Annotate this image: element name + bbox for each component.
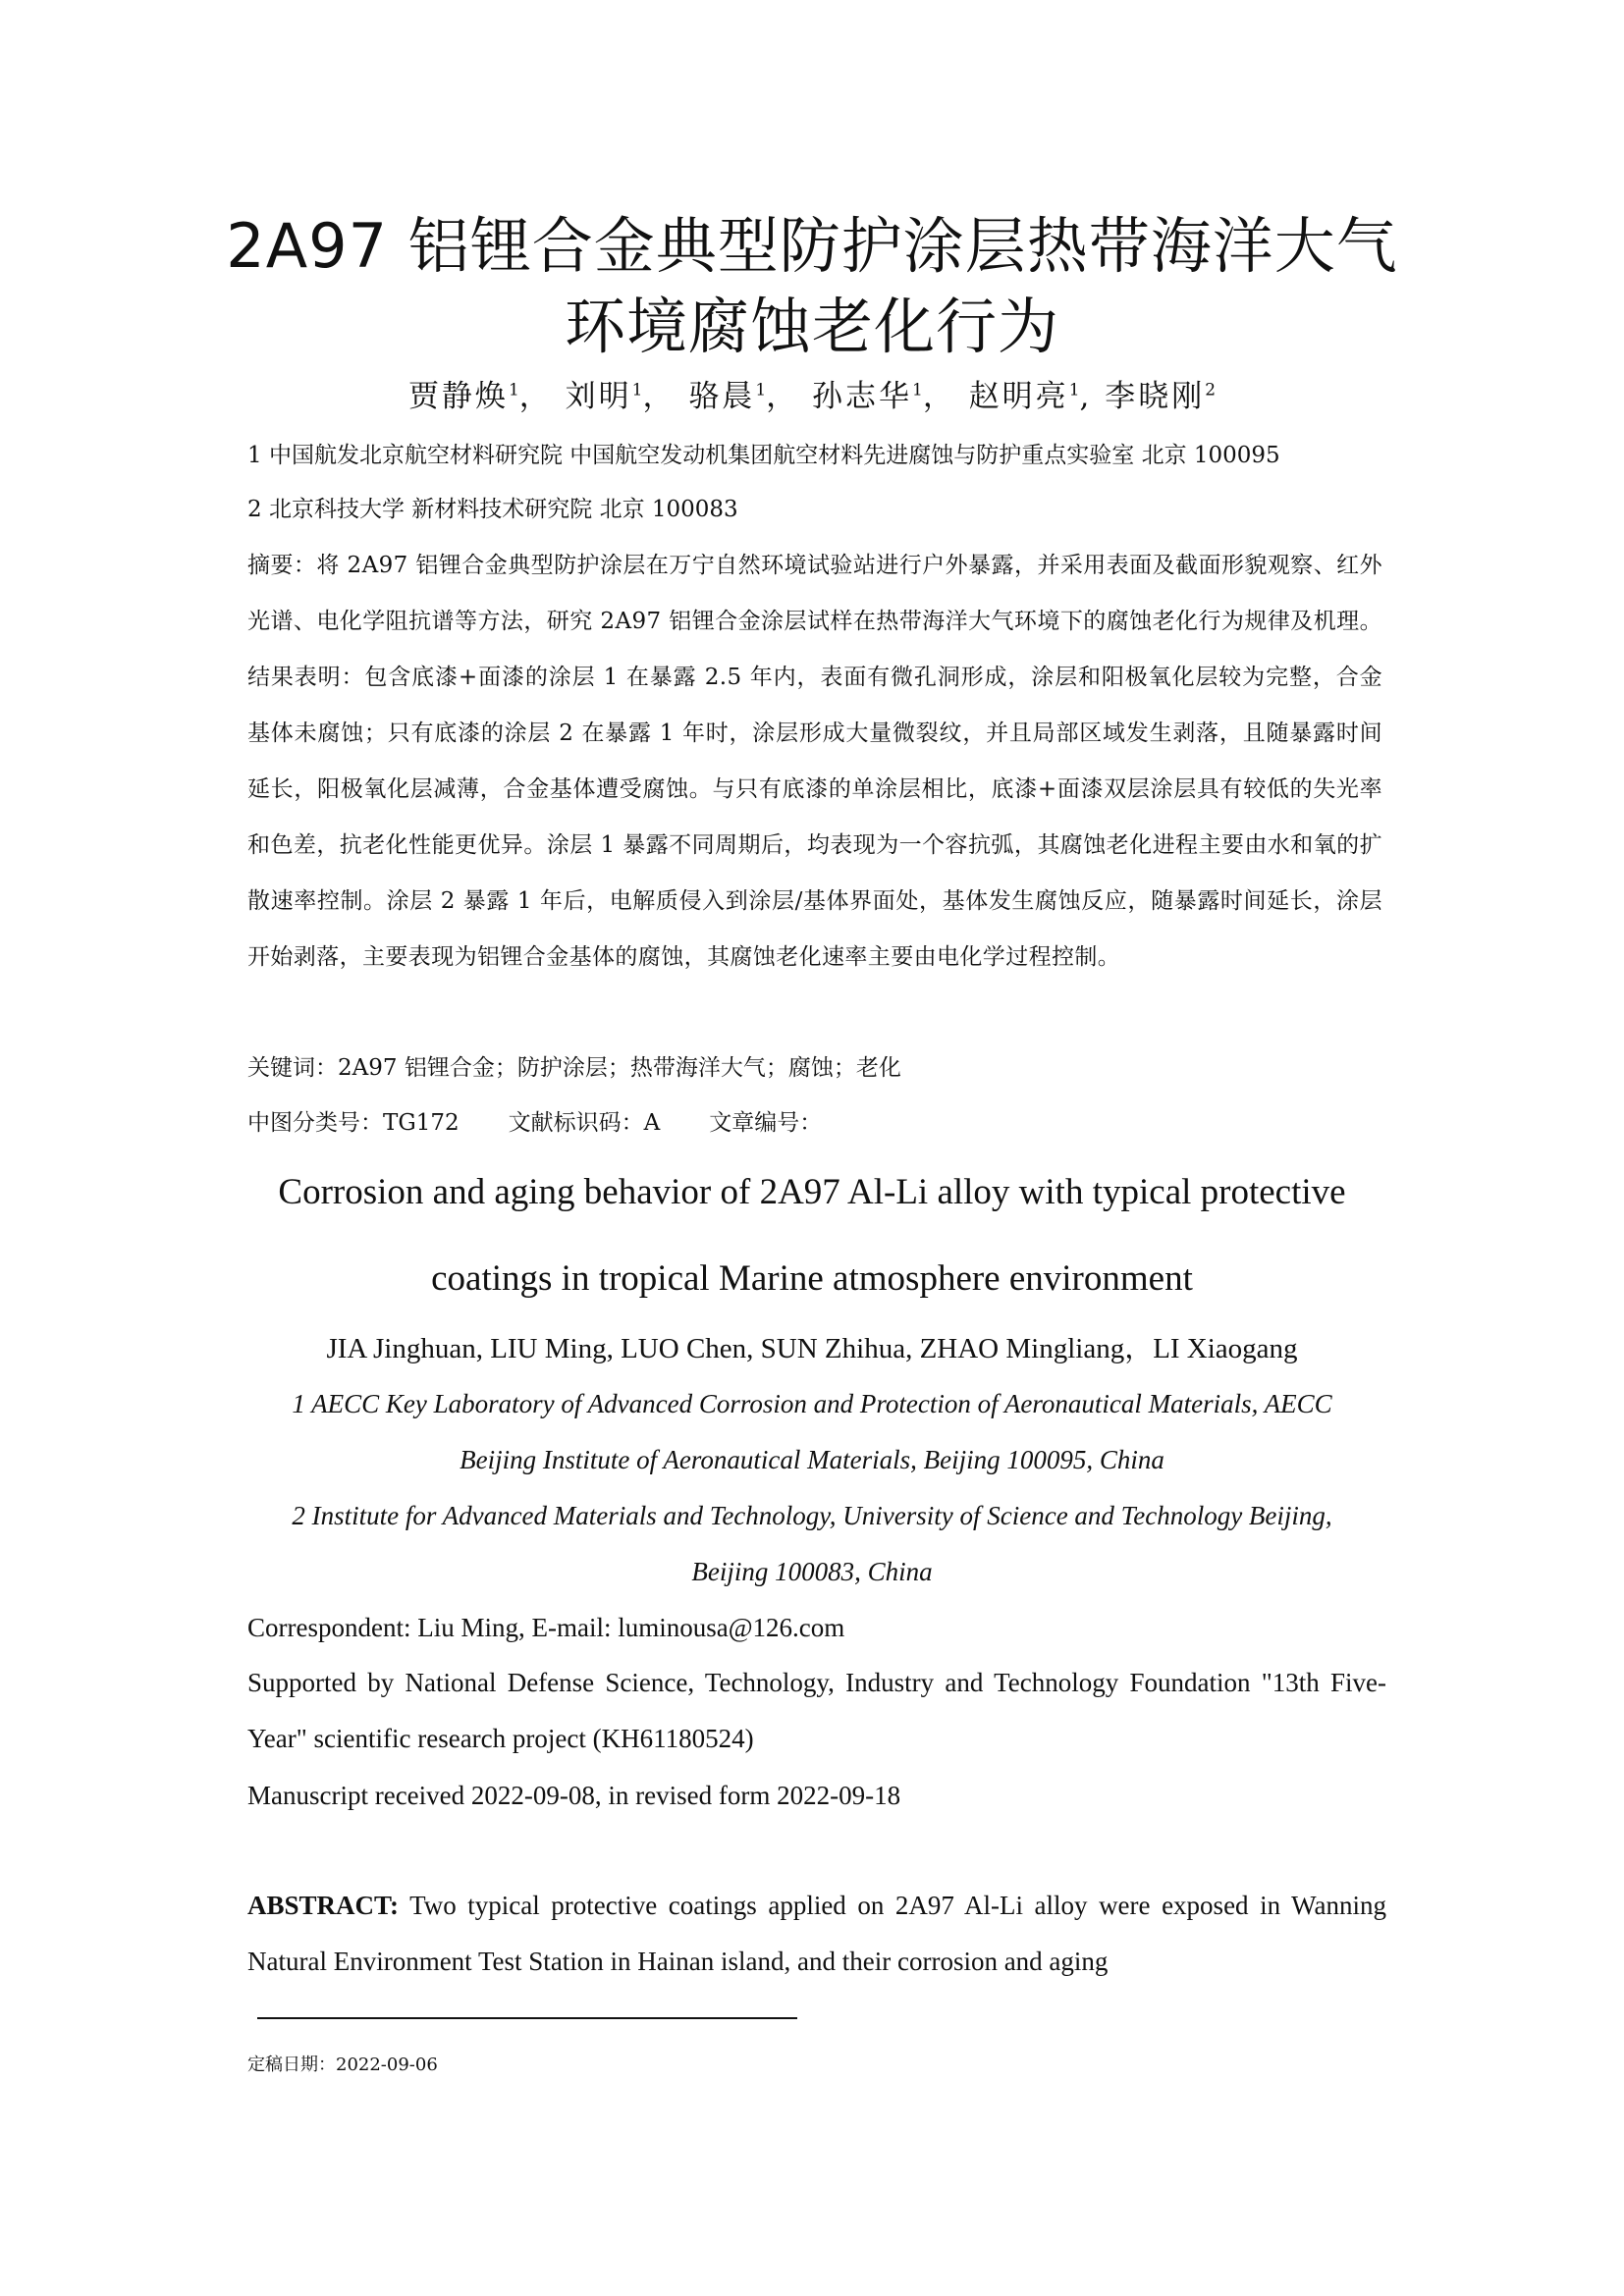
correspondent: Correspondent: Liu Ming, E-mail: luminousa@126.com [247, 1613, 845, 1642]
supported-by: Supported by National Defense Science, Technology, Industry and Technology Foundation "13th Five-Year" scientific research project (KH61180524) [247, 1668, 1386, 1753]
article-number: 文章编号： [709, 1110, 823, 1136]
paper-title-en-line-2: coatings in tropical Marine atmosphere environment [431, 1258, 1193, 1299]
paper-title-cn-line-1: 2A97 铝锂合金典型防护涂层热带海洋大气 [226, 210, 1398, 282]
author-cn: 贾静焕$^1$， [407, 379, 553, 415]
clc-number: 中图分类号：TG172 [247, 1110, 460, 1136]
authors-cn [196, 371, 1428, 416]
paper-title-cn-line-2: 环境腐蚀老化行为 [564, 291, 1059, 362]
author-cn: 李晓刚$^2$ [1105, 379, 1217, 415]
abstract-cn [247, 538, 1382, 986]
author-cn: 孙志华$^1$， [812, 379, 956, 415]
affiliation-cn-1: 1 中国航发北京航空材料研究院 中国航空发动机集团航空材料先进腐蚀与防护重点实验室 北京 100095 [247, 443, 1280, 468]
keywords-cn: 关键词：2A97 铝锂合金；防护涂层；热带海洋大气；腐蚀；老化 [247, 1055, 901, 1081]
author-cn: 骆晨$^1$， [688, 379, 800, 415]
footnote-finalized-date: 定稿日期：2022-09-06 [247, 2055, 438, 2075]
abstract-cn-label: 摘要： [247, 553, 317, 578]
affiliation-en-2-line-2: Beijing 100083, China [691, 1557, 933, 1586]
author-cn: 刘明$^1$， [565, 379, 677, 415]
abstract-en-text: Two typical protective coatings applied on 2A97 Al-Li alloy were exposed in Wanning Natural Environment Test Station in Hainan island, and their corrosion and aging [247, 1891, 1386, 1976]
affiliation-en-1-line-2: Beijing Institute of Aeronautical Materials, Beijing 100095, China [460, 1445, 1164, 1474]
affiliation-cn-2: 2 北京科技大学 新材料技术研究院 北京 100083 [247, 497, 738, 522]
abstract-en [247, 1878, 1386, 1990]
authors-en: JIA Jinghuan, LIU Ming, LUO Chen, SUN Zhihua, ZHAO Mingliang，LI Xiaogang [326, 1333, 1298, 1364]
manuscript-dates: Manuscript received 2022-09-08, in revised form 2022-09-18 [247, 1781, 901, 1810]
footnote-divider [257, 2017, 797, 2019]
abstract-en-label: ABSTRACT: [247, 1891, 400, 1920]
author-cn: 赵明亮$^1$, [968, 379, 1093, 415]
abstract-cn-text: 将 2A97 铝锂合金典型防护涂层在万宁自然环境试验站进行户外暴露，并采用表面及截面形貌观察、红外光谱、电化学阻抗谱等方法，研究 2A97 铝锂合金涂层试样在热带海洋大气环境下的腐蚀老化行为规律及机理。结果表明：包含底漆+面漆的涂层 1 在暴露 2.5 年内，表面有微孔洞形成，涂层和阳极氧化层较为完整，合金基体未腐蚀；只有底漆的涂层 2 在暴露 1 年时，涂层形成大量微裂纹，并且局部区域发生剥落，且随暴露时间延长，阳极氧化层减薄，合金基体遭受腐蚀。与只有底漆的单涂层相比，底漆+面漆双层涂层具有较低的失光率和色差，抗老化性能更优异。涂层 1 暴露不同周期后，均表现为一个容抗弧，其腐蚀老化进程主要由水和氧的扩散速率控制。涂层 2 暴露 1 年后，电解质侵入到涂层/基体界面处，基体发生腐蚀反应，随暴露时间延长，涂层开始剥落，主要表现为铝锂合金基体的腐蚀，其腐蚀老化速率主要由电化学过程控制。 [247, 553, 1383, 970]
paper-title-en-line-1: Corrosion and aging behavior of 2A97 Al-Li alloy with typical protective [278, 1172, 1346, 1212]
affiliation-en-2-line-1: 2 Institute for Advanced Materials and Technology, University of Science and Technology Beijing, [292, 1501, 1332, 1530]
affiliation-en-1-line-1: 1 AECC Key Laboratory of Advanced Corrosion and Protection of Aeronautical Materials, AECC [292, 1389, 1332, 1418]
classification-line [247, 1107, 822, 1139]
document-code: 文献标识码：A [508, 1110, 661, 1136]
